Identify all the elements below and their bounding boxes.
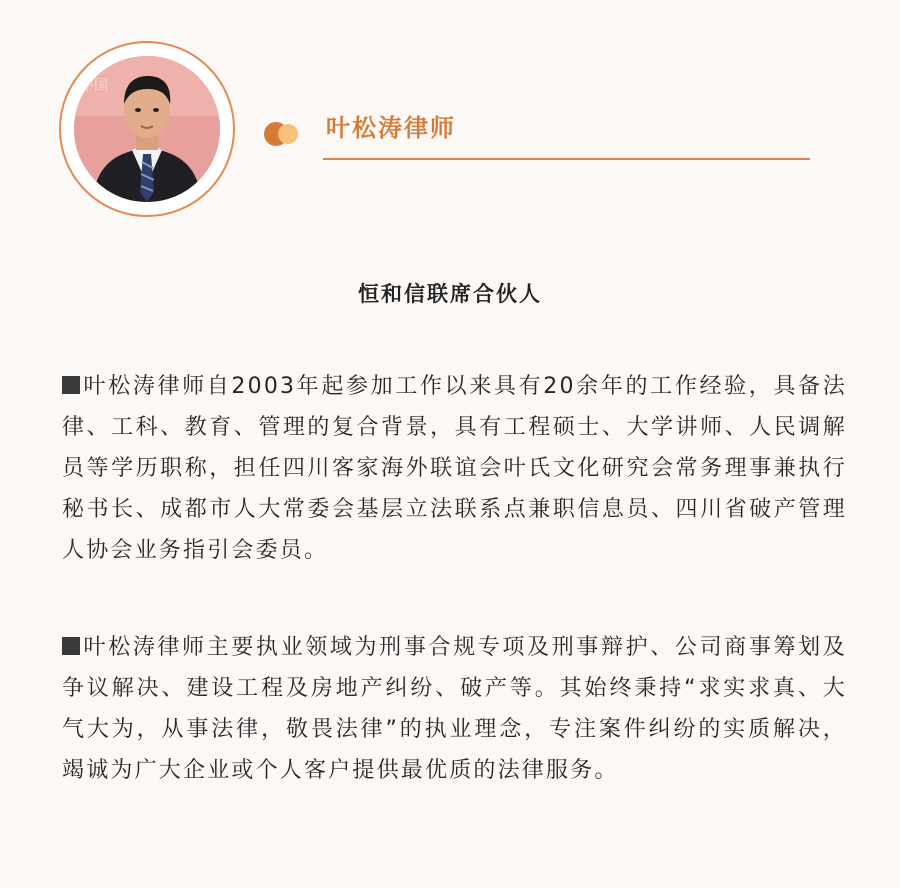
dot-light <box>278 124 298 144</box>
square-bullet-icon <box>62 637 80 655</box>
lawyer-name: 叶松涛律师 <box>326 114 456 142</box>
square-bullet-icon <box>62 376 80 394</box>
photo-caption: 中国 <box>80 78 108 94</box>
avatar-frame <box>59 41 235 217</box>
name-underline <box>323 158 810 160</box>
avatar <box>74 56 220 202</box>
lawyer-title: 恒和信联席合伙人 <box>358 282 542 306</box>
bio-text-2: 叶松涛律师主要执业领域为刑事合规专项及刑事辩护、公司商事筹划及争议解决、建设工程及房地产纠纷、破产等。其始终秉持“求实求真、大气大为，从事法律，敬畏法律”的执业理念，专注案件纠纷的实质解决，竭诚为广大企业或个人客户提供最优质的法律服务。 <box>62 635 847 783</box>
lawyer-photo <box>74 56 220 202</box>
bio-text-1: 叶松涛律师自2003年起参加工作以来具有20余年的工作经验，具备法律、工科、教育、管理的复合背景，具有工程硕士、大学讲师、人民调解员等学历职称，担任四川客家海外联谊会叶氏文化研究会常务理事兼执行秘书长、成都市人大常委会基层立法联系点兼职信息员、四川省破产管理人协会业务指引会委员。 <box>62 374 847 563</box>
bio-paragraph-1 <box>62 366 847 571</box>
bio-paragraph-2 <box>62 627 847 791</box>
double-dot-icon <box>264 120 304 150</box>
